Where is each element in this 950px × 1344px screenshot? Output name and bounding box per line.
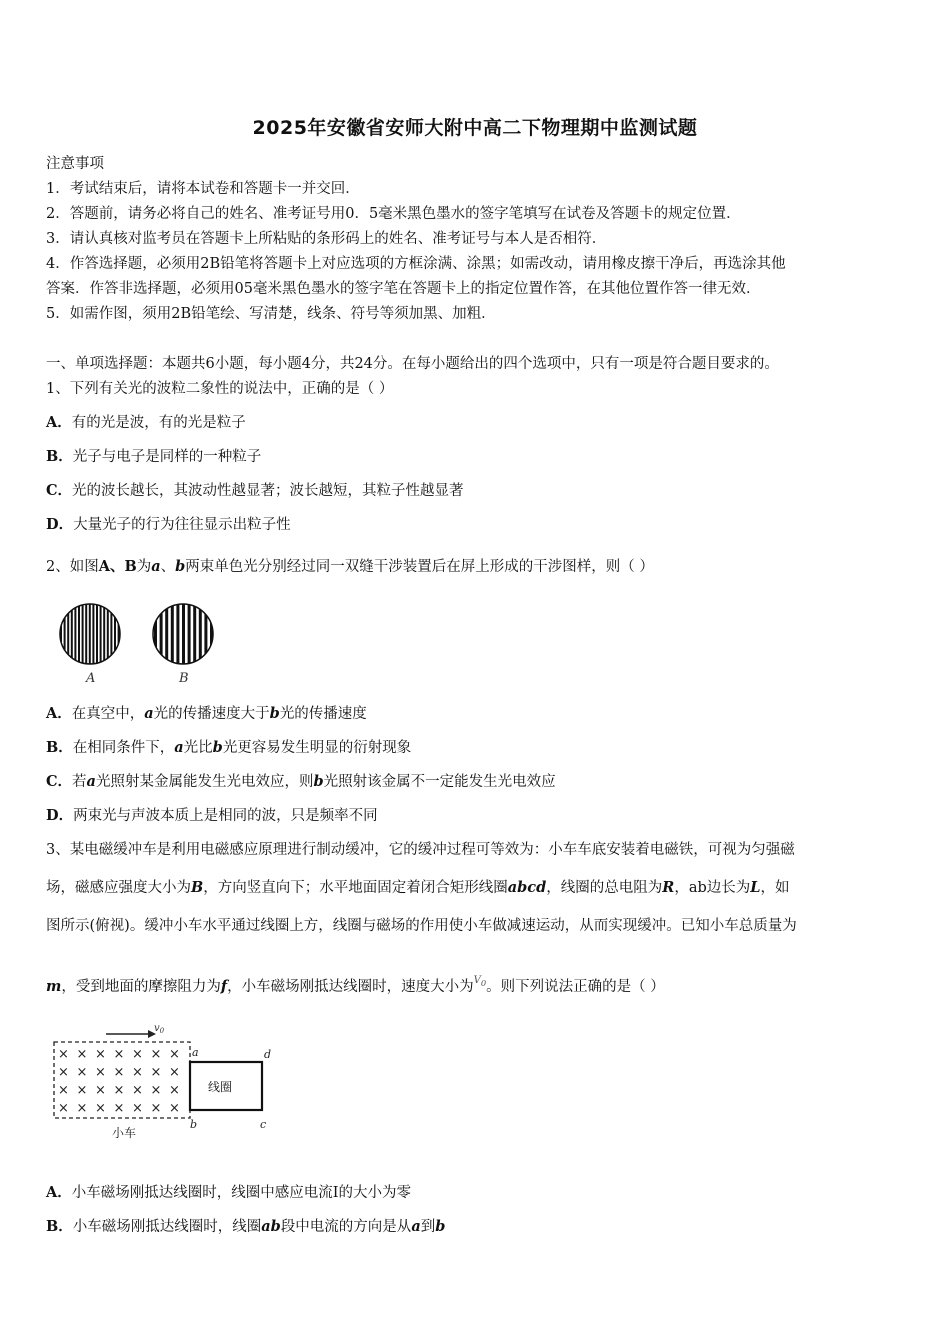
q3-stem-line1: 3、某电磁缓冲车是利用电磁感应原理进行制动缓冲，它的缓冲过程可等效为：小车车底安装着电磁铁，可视为匀强磁 bbox=[46, 842, 795, 858]
fringe-stripe bbox=[85, 602, 87, 668]
q3-text: ，ab边长为 bbox=[674, 880, 751, 896]
corner-d: d bbox=[264, 1048, 272, 1061]
option-letter: A． bbox=[46, 705, 72, 722]
fig-label-b: B bbox=[179, 671, 189, 686]
q2-stem-text: 、 bbox=[160, 559, 176, 575]
var-m: m bbox=[46, 978, 62, 995]
option-text: 小车磁场刚抵达线圈时，线圈 bbox=[72, 1219, 262, 1235]
field-cross-icon: × bbox=[132, 1101, 143, 1116]
fringe-stripe bbox=[74, 602, 76, 668]
q2-option-b bbox=[46, 736, 411, 757]
q1-option-c bbox=[46, 479, 464, 500]
var-ab: ab bbox=[261, 1218, 281, 1235]
option-text: 光照射某金属能发生光电效应，则 bbox=[95, 774, 314, 790]
q2-stem-ab: A、B bbox=[98, 558, 137, 575]
coil-label: 线圈 bbox=[208, 1080, 233, 1094]
field-cross-icon: × bbox=[95, 1101, 106, 1116]
q3-stem-line2 bbox=[46, 876, 789, 897]
option-letter: B． bbox=[46, 448, 73, 465]
option-letter: B． bbox=[46, 1218, 73, 1235]
v0-symbol: V bbox=[473, 975, 481, 986]
option-letter: B． bbox=[46, 739, 73, 756]
option-letter: D． bbox=[46, 516, 74, 533]
corner-b: b bbox=[190, 1118, 198, 1131]
option-letter: C． bbox=[46, 482, 73, 499]
option-text: 光的传播速度 bbox=[279, 706, 367, 722]
field-cross-icon: × bbox=[132, 1083, 143, 1098]
fringe-stripe bbox=[182, 602, 185, 668]
field-crosses bbox=[58, 1047, 180, 1116]
var-b: b bbox=[269, 705, 280, 722]
field-cross-icon: × bbox=[132, 1047, 143, 1062]
field-cross-icon: × bbox=[95, 1065, 106, 1080]
option-letter: C． bbox=[46, 773, 73, 790]
q3-text: 。则下列说法正确的是（ ） bbox=[486, 979, 665, 995]
option-text: 有的光是波，有的光是粒子 bbox=[71, 415, 246, 431]
field-cross-icon: × bbox=[169, 1065, 180, 1080]
var-b: b bbox=[212, 739, 223, 756]
field-cross-icon: × bbox=[95, 1083, 106, 1098]
q3-stem-line3: 图所示(俯视)。缓冲小车水平通过线圈上方，线圈与磁场的作用使小车做减速运动，从而实现缓冲。已知小车总质量为 bbox=[46, 918, 797, 934]
option-text: 到 bbox=[420, 1219, 436, 1235]
var-a: a bbox=[174, 739, 184, 756]
option-letter: A． bbox=[46, 1184, 72, 1201]
q1-stem: 1、下列有关光的波粒二象性的说法中，正确的是（ ） bbox=[46, 381, 394, 397]
var-B: B bbox=[191, 879, 204, 896]
field-cross-icon: × bbox=[113, 1065, 125, 1080]
option-letter: D． bbox=[46, 807, 74, 824]
notice-item: 2．答题前，请务必将自己的姓名、准考证号用0．5毫米黑色墨水的签字笔填写在试卷及答题卡的规定位置． bbox=[46, 206, 741, 222]
section-header: 一、单项选择题：本题共6小题，每小题4分，共24分。在每小题给出的四个选项中，只有一项是符合题目要求的。 bbox=[46, 356, 779, 372]
option-text: 光更容易发生明显的衍射现象 bbox=[222, 740, 412, 756]
option-letter: A． bbox=[46, 414, 72, 431]
option-text: 大量光子的行为往往显示出粒子性 bbox=[73, 517, 291, 533]
q1-option-b bbox=[46, 445, 261, 466]
q2-stem bbox=[46, 555, 654, 576]
notice-item: 3．请认真核对监考员在答题卡上所粘贴的条形码上的姓名、准考证号与本人是否相符． bbox=[46, 231, 607, 247]
field-cross-icon: × bbox=[150, 1083, 162, 1098]
notice-heading: 注意事项 bbox=[46, 156, 104, 172]
var-b: b bbox=[313, 773, 324, 790]
field-cross-icon: × bbox=[76, 1101, 88, 1116]
q3-text: ，方向竖直向下；水平地面固定着闭合矩形线圈 bbox=[203, 880, 508, 896]
var-v0 bbox=[474, 975, 487, 986]
q3-text: ，如 bbox=[760, 880, 790, 896]
var-a: a bbox=[411, 1218, 421, 1235]
field-cross-icon: × bbox=[76, 1083, 88, 1098]
q2-var-a: a bbox=[151, 558, 161, 575]
fig-label-a: A bbox=[86, 671, 96, 686]
field-cross-icon: × bbox=[169, 1047, 180, 1062]
field-cross-icon: × bbox=[95, 1047, 106, 1062]
option-text: 光的传播速度大于 bbox=[153, 706, 270, 722]
option-text: 在真空中， bbox=[71, 706, 145, 722]
var-b: b bbox=[435, 1218, 446, 1235]
option-text: 在相同条件下， bbox=[72, 740, 175, 756]
option-text: 若 bbox=[72, 774, 87, 790]
option-text: 光子与电子是同样的一种粒子 bbox=[72, 449, 262, 465]
q3-text: 场，磁感应强度大小为 bbox=[46, 880, 191, 896]
field-cross-icon: × bbox=[58, 1047, 69, 1062]
q2-stem-text: 为 bbox=[136, 559, 152, 575]
option-text: 光的波长越长，其波动性越显著；波长越短，其粒子性越显著 bbox=[72, 483, 464, 499]
fringe-stripe bbox=[171, 602, 174, 668]
q2-option-c bbox=[46, 770, 556, 791]
q3-text: ，线圈的总电阻为 bbox=[546, 880, 663, 896]
corner-c: c bbox=[260, 1118, 267, 1131]
field-cross-icon: × bbox=[76, 1047, 88, 1062]
q3-stem-line4 bbox=[46, 975, 665, 996]
field-cross-icon: × bbox=[150, 1065, 162, 1080]
field-cross-icon: × bbox=[58, 1101, 69, 1116]
q3-text: ，受到地面的摩擦阻力为 bbox=[61, 979, 221, 995]
q1-option-a bbox=[46, 411, 246, 432]
field-cross-icon: × bbox=[169, 1083, 180, 1098]
option-text: 两束光与声波本质上是相同的波，只是频率不同 bbox=[73, 808, 378, 824]
field-cross-icon: × bbox=[76, 1065, 88, 1080]
field-cross-icon: × bbox=[150, 1047, 162, 1062]
interference-figure bbox=[50, 598, 230, 690]
fringe-stripe bbox=[204, 602, 207, 668]
q1-option-d bbox=[46, 513, 291, 534]
corner-a: a bbox=[192, 1046, 199, 1059]
fringe-stripe bbox=[176, 602, 179, 668]
var-R: R bbox=[662, 879, 675, 896]
fringe-stripe bbox=[103, 602, 105, 668]
q3-text: ，小车磁场刚抵达线圈时，速度大小为 bbox=[227, 979, 474, 995]
v0-subscript: 0 bbox=[480, 978, 487, 988]
var-f: f bbox=[220, 978, 228, 995]
fringe-stripe bbox=[96, 602, 98, 668]
var-L: L bbox=[750, 879, 761, 896]
notice-item: 1．考试结束后，请将本试卷和答题卡一并交回． bbox=[46, 181, 360, 197]
field-cross-icon: × bbox=[58, 1083, 69, 1098]
field-cross-icon: × bbox=[113, 1083, 125, 1098]
field-cross-icon: × bbox=[113, 1101, 125, 1116]
q2-stem-text: 2、如图 bbox=[46, 559, 99, 575]
q3-option-b bbox=[46, 1215, 445, 1236]
q2-stem-text: 两束单色光分别经过同一双缝干涉装置后在屏上形成的干涉图样，则（ ） bbox=[185, 559, 654, 575]
coil-car-figure bbox=[48, 1022, 288, 1142]
fringe-stripe bbox=[193, 602, 196, 668]
notice-item: 答案．作答非选择题，必须用05毫米黑色墨水的签字笔在答题卡上的指定位置作答，在其他位置作答一律无效． bbox=[46, 281, 761, 297]
var-abcd: abcd bbox=[507, 879, 547, 896]
option-text: 光照射该金属不一定能发生光电效应 bbox=[323, 774, 556, 790]
fringe-stripe bbox=[89, 602, 91, 668]
q3-option-a bbox=[46, 1181, 411, 1202]
fringe-stripe bbox=[114, 602, 116, 668]
q2-var-b: b bbox=[175, 558, 186, 575]
var-a: a bbox=[144, 705, 154, 722]
notice-item: 4．作答选择题，必须用2B铅笔将答题卡上对应选项的方框涂满、涂黑；如需改动，请用橡皮擦干净后，再选涂其他 bbox=[46, 256, 786, 272]
field-cross-icon: × bbox=[150, 1101, 162, 1116]
fig-v0: $v_0$ bbox=[154, 1023, 165, 1035]
field-cross-icon: × bbox=[113, 1047, 125, 1062]
q2-option-d bbox=[46, 804, 378, 825]
var-a: a bbox=[86, 773, 96, 790]
field-cross-icon: × bbox=[169, 1101, 180, 1116]
fringe-stripe bbox=[100, 602, 102, 668]
fringe-stripe bbox=[82, 602, 84, 668]
fringe-stripe bbox=[92, 602, 94, 668]
page-title: 2025年安徽省安师大附中高二下物理期中监测试题 bbox=[252, 117, 698, 139]
field-cross-icon: × bbox=[58, 1065, 69, 1080]
q2-option-a bbox=[46, 702, 367, 723]
field-cross-icon: × bbox=[132, 1065, 143, 1080]
fringe-stripe bbox=[154, 602, 157, 668]
option-text: 段中电流的方向是从 bbox=[280, 1219, 412, 1235]
fringe-stripe bbox=[78, 602, 80, 668]
notice-item: 5．如需作图，须用2B铅笔绘、写清楚，线条、符号等须加黑、加粗． bbox=[46, 306, 496, 322]
option-text: 小车磁场刚抵达线圈时，线圈中感应电流I的大小为零 bbox=[71, 1185, 411, 1201]
fringe-stripe bbox=[188, 602, 191, 668]
option-text: 光比 bbox=[183, 740, 213, 756]
car-label: 小车 bbox=[112, 1126, 137, 1140]
fringe-stripe bbox=[64, 602, 66, 668]
